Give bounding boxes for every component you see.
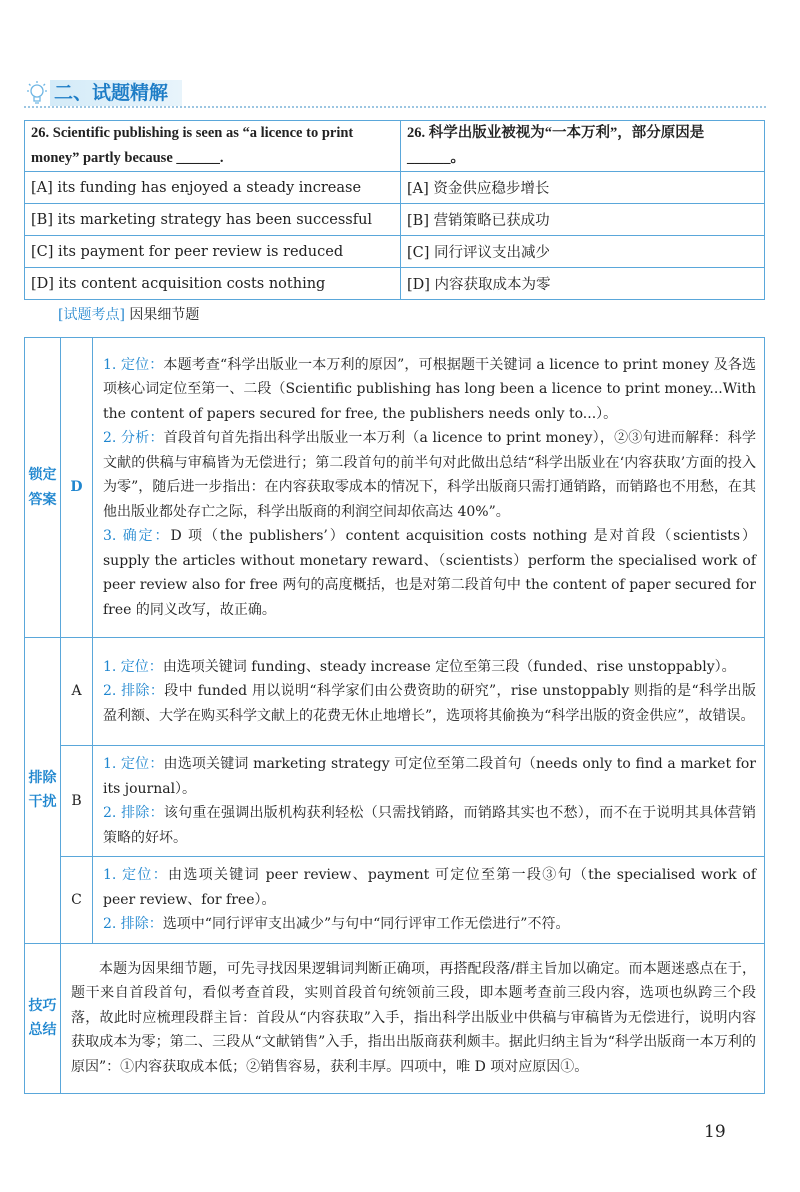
answer-body [93,338,765,638]
item-text: 段中 funded 用以说明“科学家们由公费资助的研究”，rise unstoppably 则指的是“科学出版盈利额、大学在购买科学文献上的花费无休止地增长”，选项将其偷换为“科学出版的资金供应”，故错误。 [103,683,756,724]
item-text: 本题考查“科学出版业一本万利的原因”，可根据题干关键词 a licence to print money 及各选项核心词定位至第一、二段（Scientific publishing has long been a licence to print money...With the content of papers secured for free, the publishers needs only to...）。 [103,356,756,422]
summary-row [25,943,765,1093]
analysis-table [24,337,765,1094]
option-zh: [A] 资金供应稳步增长 [401,172,765,204]
item-text: 首段首句首先指出科学出版业一本万利（a licence to print money），②③句进而解释：科学文献的供稿与审稿皆为无偿进行；第二段首句的前半句对此做出总结“科学出版业在‘内容获取’方面的投入为零”，随后进一步指出：在内容获取零成本的情况下，科学出版商只需打通销路，而销路也不用愁，在其他出版业都处存亡之际，科学出版商的利润空间却依高达 40%”。 [103,430,756,520]
section-title: 二、试题精解 [50,80,182,106]
item-label: 1. 定位： [103,756,164,772]
analysis-item [103,353,756,427]
summary-label: 技巧总结 [25,943,61,1093]
option-en: [A] its funding has enjoyed a steady increase [25,172,401,204]
option-letter: A [61,638,93,746]
exclude-row-a [25,638,765,746]
analysis-item [103,655,756,680]
option-letter: C [61,857,93,944]
exclude-row-b [25,746,765,857]
item-text: 选项中“同行评审支出减少”与句中“同行评审工作无偿进行”不符。 [162,916,570,932]
item-text: 由选项关键词 peer review、payment 可定位至第一段③句（the specialised work of peer review、for free）。 [103,867,757,908]
option-row [25,172,765,204]
item-label: 3. 确定： [103,528,171,545]
option-row [25,236,765,268]
question-stem-row [25,121,765,172]
option-row [25,268,765,300]
section-header [24,80,766,108]
analysis-item [103,863,756,912]
exclude-body [93,638,765,746]
analysis-item [103,801,756,850]
option-en: [C] its payment for peer review is reduced [25,236,401,268]
analysis-item [103,912,756,937]
option-letter: B [61,746,93,857]
item-label: 2. 排除： [103,683,165,700]
item-text: D 项（the publishers’）content acquisition costs nothing 是对首段（scientists）supply the articles without monetary reward、（scientists）perform the specialised work of peer review also for free 两句的高度概括，也是对第二段首句中 the content of paper secured for free 的同义改写，故正确。 [103,528,756,618]
exclude-label: 排除干扰 [25,638,61,944]
analysis-item [103,426,756,524]
summary-text: 本题为因果细节题，可先寻找因果逻辑词判断正确项，再搭配段落/群主旨加以确定。而本题迷惑点在于，题干来自首段首句，看似考查首段，实则首段首句统领前三段，即本题考查前三段内容，选项也纵跨三个段落，故此时应梳理段群主旨：首段从“内容获取”入手，指出科学出版业中供稿与审稿皆为无偿进行，说明内容获取成本为零；第二、三段从“文献销售”入手，指出出版商获利颇丰。据此归纳主旨为“科学出版商一本万利的原因”：①内容获取成本低；②销售容易，获利丰厚。四项中，唯 D 项对应原因①。 [61,943,765,1093]
item-label: 2. 分析： [103,430,164,447]
analysis-item [103,524,756,622]
exclude-body [93,746,765,857]
answer-label: 锁定答案 [25,338,61,638]
stem-zh: 26. 科学出版业被视为“一本万利”，部分原因是______。 [401,121,765,172]
item-label: 2. 排除： [103,916,163,932]
category-value: 因果细节题 [129,307,200,323]
analysis-item [103,752,756,801]
option-row [25,204,765,236]
exclude-row-c [25,857,765,944]
item-text: 由选项关键词 marketing strategy 可定位至第二段首句（needs only to find a market for its journal）。 [103,756,756,797]
question-table [24,120,765,300]
lightbulb-icon [26,80,48,106]
option-zh: [B] 营销策略已获成功 [401,204,765,236]
option-zh: [D] 内容获取成本为零 [401,268,765,300]
option-zh: [C] 同行评议支出减少 [401,236,765,268]
option-en: [D] its content acquisition costs nothing [25,268,401,300]
page-number: 19 [704,1122,726,1142]
item-text: 该句重在强调出版机构获利轻松（只需找销路，而销路其实也不愁），而不在于说明其具体营销策略的好坏。 [103,805,757,846]
item-label: 2. 排除： [103,805,164,821]
item-label: 1. 定位： [103,356,164,373]
exclude-body [93,857,765,944]
option-en: [B] its marketing strategy has been successful [25,204,401,236]
item-text: 由选项关键词 funding、steady increase 定位至第三段（funded、rise unstoppably）。 [162,658,736,675]
answer-letter: D [61,338,93,638]
item-label: 1. 定位： [103,658,163,675]
item-label: 1. 定位： [103,867,169,883]
category-label: [试题考点] [58,307,125,323]
stem-en: 26. Scientific publishing is seen as “a licence to print money” partly because ______. [25,121,401,172]
question-category [58,304,199,324]
answer-row [25,338,765,638]
analysis-item [103,679,756,728]
